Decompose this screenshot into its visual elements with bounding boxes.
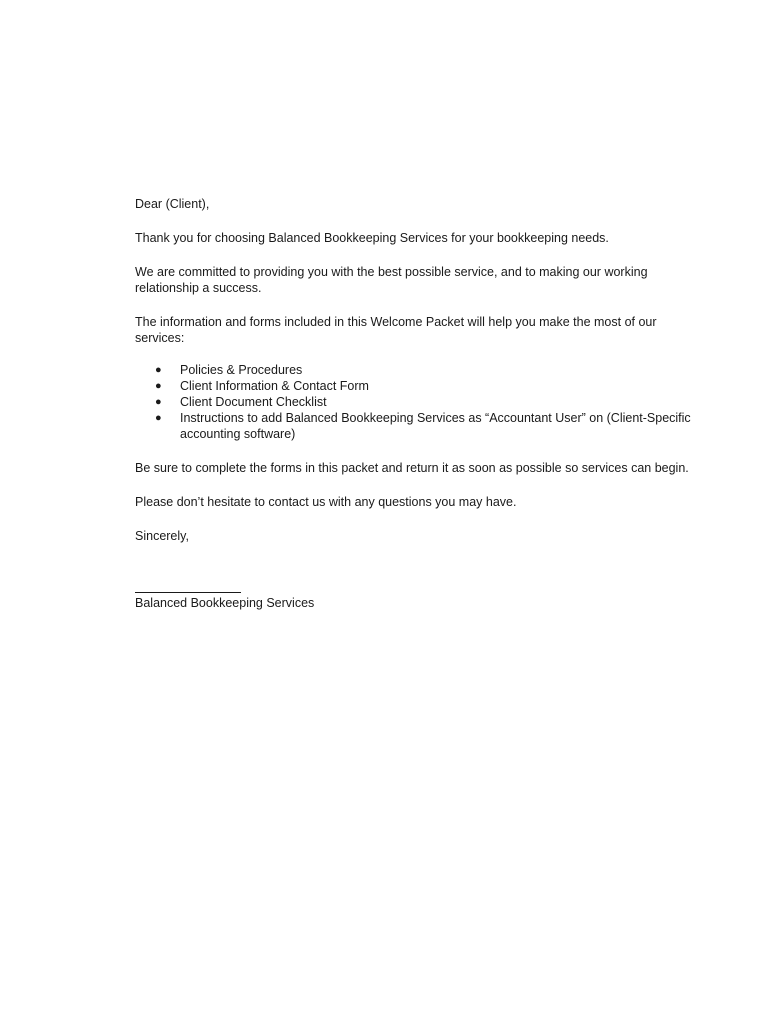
bullet-icon: ● <box>155 364 162 376</box>
signature-line <box>135 592 241 593</box>
list-item-label: Client Document Checklist <box>180 395 327 409</box>
signature-name: Balanced Bookkeeping Services <box>135 596 315 610</box>
bullet-icon: ● <box>155 380 162 392</box>
commitment-paragraph: We are committed to providing you with the best possible service, and to making our working relationship a success. <box>135 265 652 295</box>
list-item <box>135 378 695 394</box>
closing: Sincerely, <box>135 529 189 543</box>
letter-body <box>135 196 695 611</box>
bullet-icon: ● <box>155 396 162 408</box>
list-item-label: Policies & Procedures <box>180 363 303 377</box>
bullet-icon: ● <box>155 412 162 424</box>
list-item <box>135 410 695 442</box>
list-item-label: Client Information & Contact Form <box>180 379 369 393</box>
packet-intro-paragraph: The information and forms included in this Welcome Packet will help you make the most of our services: <box>135 315 661 345</box>
list-item <box>135 362 695 378</box>
list-item <box>135 394 695 410</box>
list-item-label: Instructions to add Balanced Bookkeeping Services as “Accountant User” on (Client-Specific accounting software) <box>180 411 691 441</box>
salutation: Dear (Client), <box>135 197 210 211</box>
thank-you-paragraph: Thank you for choosing Balanced Bookkeeping Services for your bookkeeping needs. <box>135 231 609 245</box>
services-list <box>135 362 695 442</box>
complete-forms-paragraph: Be sure to complete the forms in this packet and return it as soon as possible so services can begin. <box>135 461 689 475</box>
contact-paragraph: Please don’t hesitate to contact us with any questions you may have. <box>135 495 517 509</box>
